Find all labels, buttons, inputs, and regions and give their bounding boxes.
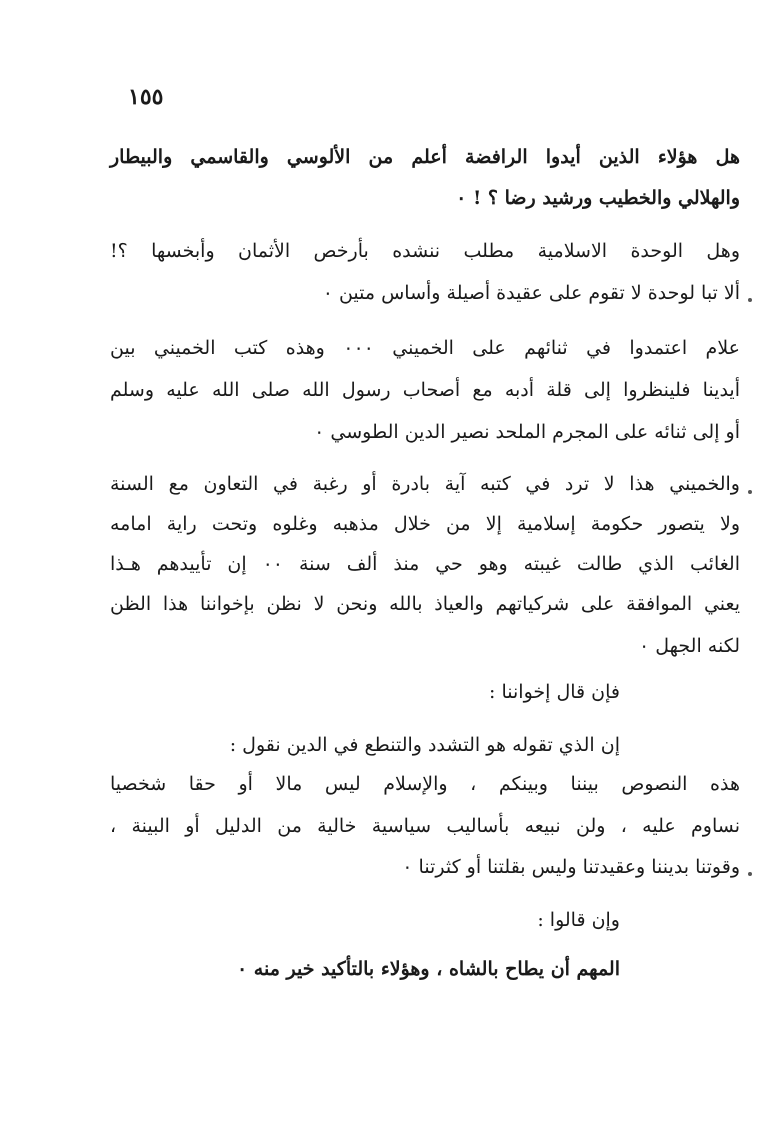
paragraph-2-line-2: ألا تبا لوحدة لا تقوم على عقيدة أصيلة وأساس متين ٠ — [322, 282, 740, 304]
paragraph-1-line-1: هل هؤلاء الذين أيدوا الرافضة أعلم من الألوسي والقاسمي والبيطار — [110, 146, 740, 168]
paragraph-2-line-1: وهل الوحدة الاسلامية مطلب ننشده بأرخص الأثمان وأبخسها ؟! — [110, 240, 740, 262]
paragraph-3-line-3: أو إلى ثنائه على المجرم الملحد نصير الدين الطوسي ٠ — [314, 421, 740, 443]
margin-speck — [748, 298, 752, 302]
paragraph-3-line-2: أيدينا فلينظروا إلى قلة أدبه مع أصحاب رسول الله صلى الله عليه وسلم — [110, 379, 740, 401]
paragraph-4-line-2: ولا يتصور حكومة إسلامية إلا من خلال مذهبه وغلوه وتحت راية امامه — [110, 513, 740, 535]
paragraph-7-line-3: وقوتنا بديننا وعقيدتنا وليس بقلتنا أو كثرتنا ٠ — [402, 856, 740, 878]
paragraph-3-line-1: علام اعتمدوا في ثنائهم على الخميني ٠٠٠ وهذه كتب الخميني بين — [110, 337, 740, 359]
paragraph-4-line-3: الغائب الذي طالت غيبته وهو حي منذ ألف سنة ٠٠ إن تأييدهم هـذا — [110, 553, 740, 575]
page-number: ١٥٥ — [128, 84, 164, 110]
paragraph-5-line-1: فإن قال إخواننا : — [489, 681, 620, 703]
paragraph-4-line-1: والخميني هذا لا ترد في كتبه آية بادرة أو رغبة في التعاون مع السنة — [110, 473, 740, 495]
margin-speck — [748, 490, 752, 494]
paragraph-4-line-4: يعني الموافقة على شركياتهم والعياذ بالله ونحن لا نظن بإخواننا هذا الظن — [110, 593, 740, 615]
paragraph-6-line-1: إن الذي تقوله هو التشدد والتنطع في الدين نقول : — [229, 734, 620, 756]
margin-speck — [748, 872, 752, 876]
paragraph-7-line-1: هذه النصوص بيننا وبينكم ، والإسلام ليس مالا أو حقا شخصيا — [110, 773, 740, 795]
paragraph-1-line-2: والهلالي والخطيب ورشيد رضا ؟ ! ٠ — [456, 187, 740, 209]
paragraph-9-line-1: المهم أن يطاح بالشاه ، وهؤلاء بالتأكيد خير منه ٠ — [236, 958, 620, 980]
paragraph-8-line-1: وإن قالوا : — [537, 909, 620, 931]
paragraph-4-line-5: لكنه الجهل ٠ — [639, 635, 740, 657]
paragraph-7-line-2: نساوم عليه ، ولن نبيعه بأساليب سياسية خالية من الدليل أو البينة ، — [110, 815, 740, 837]
